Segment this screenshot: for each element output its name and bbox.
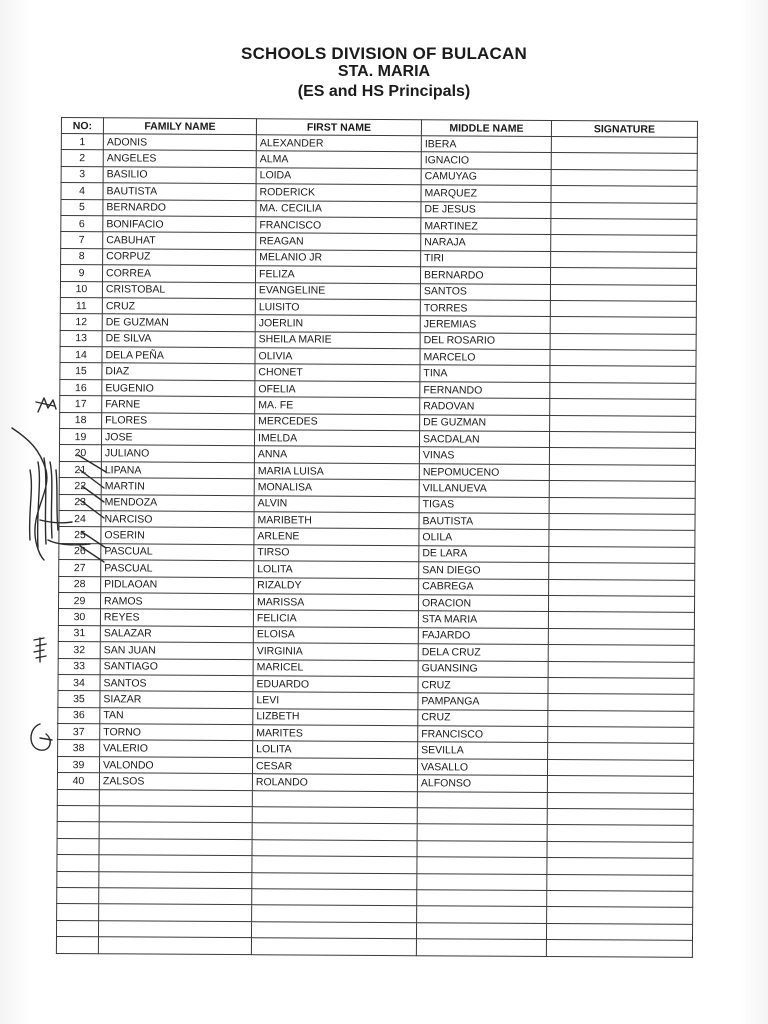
signature-cell [551, 153, 697, 170]
blank-cell [546, 923, 692, 940]
middle-name-cell: DE GUZMAN [420, 414, 550, 431]
blank-cell [98, 937, 251, 954]
first-name-cell: ARLENE [254, 528, 419, 545]
blank-cell [252, 856, 417, 873]
middle-name-cell: BERNARDO [420, 267, 550, 284]
family-name-cell: JOSE [101, 429, 254, 446]
row-number-cell: 33 [58, 658, 100, 675]
row-number-cell: 18 [60, 412, 102, 429]
middle-name-cell: PAMPANGA [418, 693, 548, 710]
row-number-cell: 27 [59, 560, 101, 577]
family-name-cell: REYES [100, 609, 253, 626]
middle-name-cell: NARAJA [421, 234, 551, 251]
first-name-cell: LOLITA [253, 741, 418, 758]
blank-cell [57, 822, 99, 839]
middle-name-cell: MARQUEZ [421, 185, 551, 202]
row-number-cell: 31 [58, 625, 100, 642]
family-name-cell: VALERIO [100, 740, 253, 757]
middle-name-cell: OLILA [419, 529, 549, 546]
signature-cell [550, 382, 696, 399]
first-name-cell: EVANGELINE [255, 282, 420, 299]
blank-cell [417, 808, 547, 825]
signature-cell [551, 235, 697, 252]
family-name-cell: PIDLAOAN [101, 576, 254, 593]
first-name-cell: ALMA [256, 151, 421, 168]
middle-name-cell: SEVILLA [418, 742, 548, 759]
family-name-cell: JULIANO [101, 445, 254, 462]
blank-cell [99, 789, 252, 806]
signature-cell [550, 366, 696, 383]
first-name-cell: MARIBETH [254, 512, 419, 529]
row-number-cell: 11 [60, 297, 102, 314]
signature-cell [547, 776, 693, 793]
middle-name-cell: CABREGA [419, 578, 549, 595]
family-name-cell: CRISTOBAL [102, 281, 255, 298]
middle-name-cell: FAJARDO [418, 627, 548, 644]
signature-cell [549, 530, 695, 547]
signature-cell [547, 759, 693, 776]
family-name-cell: DE SILVA [102, 330, 255, 347]
middle-name-cell: IBERA [421, 136, 551, 153]
signature-cell [549, 497, 695, 514]
family-name-cell: LIPANA [101, 462, 254, 479]
row-number-cell: 25 [59, 527, 101, 544]
middle-name-cell: TORRES [420, 300, 550, 317]
row-number-cell: 37 [58, 724, 100, 741]
blank-cell [252, 905, 417, 922]
signature-cell [550, 300, 696, 317]
first-name-cell: LUISITO [255, 299, 420, 316]
document-title: SCHOOLS DIVISION OF BULACAN [241, 44, 527, 63]
blank-cell [57, 887, 99, 904]
first-name-cell: MERCEDES [255, 413, 420, 430]
column-header-first-name: FIRST NAME [256, 119, 421, 136]
blank-cell [417, 873, 547, 890]
blank-cell [57, 904, 99, 921]
family-name-cell: BERNARDO [103, 199, 256, 216]
first-name-cell: VIRGINIA [253, 643, 418, 660]
blank-cell [416, 939, 546, 956]
document-subtitle: STA. MARIA [337, 63, 431, 80]
family-name-cell: MENDOZA [101, 494, 254, 511]
blank-cell [57, 871, 99, 888]
first-name-cell: LEVI [253, 692, 418, 709]
middle-name-cell: ORACION [418, 595, 548, 612]
family-name-cell: SALAZAR [100, 625, 253, 642]
row-number-cell: 23 [59, 494, 101, 511]
first-name-cell: CHONET [255, 364, 420, 381]
family-name-cell: TORNO [100, 724, 253, 741]
blank-cell [99, 806, 252, 823]
blank-cell [252, 807, 417, 824]
middle-name-cell: VASALLO [417, 759, 547, 776]
middle-name-cell: VINAS [419, 447, 549, 464]
middle-name-cell: SACDALAN [419, 431, 549, 448]
first-name-cell: FELICIA [253, 610, 418, 627]
middle-name-cell: DE LARA [419, 545, 549, 562]
middle-name-cell: DE JESUS [421, 201, 551, 218]
blank-cell [417, 824, 547, 841]
blank-cell [251, 938, 416, 955]
signature-cell [550, 317, 696, 334]
row-number-cell: 14 [60, 347, 102, 364]
signature-cell [549, 448, 695, 465]
blank-cell [99, 904, 252, 921]
signature-cell [549, 432, 695, 449]
first-name-cell: ROLANDO [252, 774, 417, 791]
row-number-cell: 32 [58, 642, 100, 659]
row-number-cell: 2 [61, 150, 103, 167]
signature-cell [548, 628, 694, 645]
family-name-cell: ADONIS [103, 134, 256, 151]
blank-cell [99, 839, 252, 856]
row-number-cell: 13 [60, 330, 102, 347]
middle-name-cell: TIGAS [419, 496, 549, 513]
middle-name-cell: TIRI [421, 250, 551, 267]
first-name-cell: EDUARDO [253, 676, 418, 693]
blank-cell [547, 890, 693, 907]
blank-cell [416, 922, 546, 939]
first-name-cell: MA. CECILIA [256, 200, 421, 217]
middle-name-cell: DELA CRUZ [418, 644, 548, 661]
family-name-cell: OSERIN [101, 527, 254, 544]
row-number-cell: 39 [57, 756, 99, 773]
row-number-cell: 40 [57, 773, 99, 790]
first-name-cell: ALVIN [254, 495, 419, 512]
middle-name-cell: JEREMIAS [420, 316, 550, 333]
row-number-cell: 38 [58, 740, 100, 757]
signature-cell [550, 399, 696, 416]
blank-cell [252, 889, 417, 906]
signature-cell [551, 251, 697, 268]
middle-name-cell: CRUZ [418, 709, 548, 726]
signature-cell [548, 694, 694, 711]
middle-name-cell: RADOVAN [420, 398, 550, 415]
blank-cell [251, 921, 416, 938]
middle-name-cell: ALFONSO [417, 775, 547, 792]
blank-cell [547, 792, 693, 809]
row-number-cell: 15 [60, 363, 102, 380]
first-name-cell: FELIZA [255, 266, 420, 283]
signature-cell [548, 595, 694, 612]
blank-cell [57, 838, 99, 855]
row-number-cell: 6 [61, 215, 103, 232]
blank-cell [252, 839, 417, 856]
first-name-cell: RIZALDY [254, 577, 419, 594]
middle-name-cell: VILLANUEVA [419, 480, 549, 497]
first-name-cell: MA. FE [255, 397, 420, 414]
middle-name-cell: NEPOMUCENO [419, 464, 549, 481]
signature-cell [551, 186, 697, 203]
blank-cell [252, 872, 417, 889]
family-name-cell: DE GUZMAN [102, 314, 255, 331]
family-name-cell: TAN [100, 707, 253, 724]
row-number-cell: 12 [60, 314, 102, 331]
signature-cell [550, 284, 696, 301]
family-name-cell: ZALSOS [99, 773, 252, 790]
family-name-cell: PASCUAL [101, 560, 254, 577]
first-name-cell: OFELIA [255, 381, 420, 398]
row-number-cell: 4 [61, 183, 103, 200]
first-name-cell: CESAR [252, 758, 417, 775]
family-name-cell: SANTIAGO [100, 658, 253, 675]
row-number-cell: 7 [61, 232, 103, 249]
family-name-cell: PASCUAL [101, 544, 254, 561]
row-number-cell: 21 [59, 461, 101, 478]
middle-name-cell: DEL ROSARIO [420, 332, 550, 349]
row-number-cell: 3 [61, 166, 103, 183]
family-name-cell: SIAZAR [100, 691, 253, 708]
family-name-cell: ANGELES [103, 150, 256, 167]
family-name-cell: CORPUZ [103, 248, 256, 265]
row-number-cell: 17 [60, 396, 102, 413]
blank-cell [99, 888, 252, 905]
signature-cell [550, 268, 696, 285]
first-name-cell: LOIDA [256, 167, 421, 184]
first-name-cell: TIRSO [254, 544, 419, 561]
first-name-cell: SHEILA MARIE [255, 331, 420, 348]
family-name-cell: SAN JUAN [100, 642, 253, 659]
row-number-cell: 8 [61, 248, 103, 265]
signature-cell [549, 546, 695, 563]
family-name-cell: CORREA [102, 265, 255, 282]
row-number-cell: 30 [58, 609, 100, 626]
signature-cell [550, 415, 696, 432]
blank-cell [99, 855, 252, 872]
middle-name-cell: FERNANDO [420, 382, 550, 399]
blank-cell [99, 822, 252, 839]
row-number-cell: 20 [59, 445, 101, 462]
document-group: (ES and HS Principals) [297, 83, 471, 100]
blank-cell [547, 874, 693, 891]
first-name-cell: ANNA [254, 446, 419, 463]
middle-name-cell: CAMUYAG [421, 168, 551, 185]
family-name-cell: VALONDO [99, 757, 252, 774]
row-number-cell: 26 [59, 543, 101, 560]
signature-cell [548, 661, 694, 678]
signature-cell [551, 169, 697, 186]
family-name-cell: FLORES [102, 412, 255, 429]
middle-name-cell: FRANCISCO [418, 726, 548, 743]
family-name-cell: CRUZ [102, 298, 255, 315]
blank-cell [56, 937, 98, 954]
first-name-cell: MELANIO JR [256, 249, 421, 266]
row-number-cell: 9 [60, 265, 102, 282]
first-name-cell: MARICEL [253, 659, 418, 676]
family-name-cell: BASILIO [103, 167, 256, 184]
signature-cell [551, 218, 697, 235]
first-name-cell: ELOISA [253, 626, 418, 643]
signature-cell [548, 645, 694, 662]
blank-cell [252, 790, 417, 807]
middle-name-cell: STA MARIA [418, 611, 548, 628]
signature-cell [551, 136, 697, 153]
first-name-cell: MARIA LUISA [254, 463, 419, 480]
blank-cell [547, 858, 693, 875]
family-name-cell: DIAZ [102, 363, 255, 380]
first-name-cell: JOERLIN [255, 315, 420, 332]
row-number-cell: 5 [61, 199, 103, 216]
blank-cell [547, 841, 693, 858]
row-number-cell: 29 [58, 592, 100, 609]
middle-name-cell: TINA [420, 365, 550, 382]
attendance-table [56, 117, 698, 957]
blank-table-row [56, 937, 692, 957]
row-number-cell: 19 [59, 429, 101, 446]
blank-cell [417, 857, 547, 874]
row-number-cell: 24 [59, 510, 101, 527]
column-header-signature: SIGNATURE [551, 120, 697, 137]
column-header-family-name: FAMILY NAME [103, 118, 256, 135]
column-header-middle-name: MIDDLE NAME [421, 120, 551, 137]
signature-cell [548, 727, 694, 744]
signature-cell [549, 481, 695, 498]
signature-cell [548, 677, 694, 694]
first-name-cell: RODERICK [256, 184, 421, 201]
family-name-cell: FARNE [102, 396, 255, 413]
family-name-cell: BONIFACIO [103, 216, 256, 233]
signature-cell [549, 563, 695, 580]
blank-cell [417, 840, 547, 857]
family-name-cell: MARTIN [101, 478, 254, 495]
row-number-cell: 1 [61, 134, 103, 151]
blank-cell [57, 855, 99, 872]
middle-name-cell: BAUTISTA [419, 513, 549, 530]
first-name-cell: MARISSA [253, 594, 418, 611]
signature-cell [550, 333, 696, 350]
middle-name-cell: GUANSING [418, 660, 548, 677]
middle-name-cell: CRUZ [418, 677, 548, 694]
signature-cell [550, 350, 696, 367]
family-name-cell: RAMOS [100, 593, 253, 610]
first-name-cell: MONALISA [254, 479, 419, 496]
blank-cell [57, 806, 99, 823]
signature-cell [548, 710, 694, 727]
family-name-cell: SANTOS [100, 675, 253, 692]
row-number-cell: 22 [59, 478, 101, 495]
table-body [56, 134, 697, 957]
blank-cell [417, 906, 547, 923]
first-name-cell: OLIVIA [255, 348, 420, 365]
signature-cell [549, 513, 695, 530]
blank-cell [547, 808, 693, 825]
signature-cell [549, 579, 695, 596]
signature-cell [548, 612, 694, 629]
row-number-cell: 10 [60, 281, 102, 298]
signature-cell [551, 202, 697, 219]
column-header-no: NO: [61, 118, 103, 134]
blank-cell [99, 871, 252, 888]
first-name-cell: LIZBETH [253, 708, 418, 725]
blank-cell [547, 907, 693, 924]
row-number-cell: 35 [58, 691, 100, 708]
first-name-cell: MARITES [253, 725, 418, 742]
first-name-cell: LOLITA [254, 561, 419, 578]
first-name-cell: ALEXANDER [256, 135, 421, 152]
middle-name-cell: MARTINEZ [421, 218, 551, 235]
middle-name-cell: SANTOS [420, 283, 550, 300]
blank-cell [98, 920, 251, 937]
first-name-cell: FRANCISCO [256, 217, 421, 234]
blank-cell [417, 890, 547, 907]
blank-cell [417, 791, 547, 808]
blank-cell [252, 823, 417, 840]
blank-cell [57, 789, 99, 806]
family-name-cell: NARCISO [101, 511, 254, 528]
middle-name-cell: SAN DIEGO [419, 562, 549, 579]
signature-cell [548, 743, 694, 760]
row-number-cell: 34 [58, 674, 100, 691]
blank-cell [546, 940, 692, 957]
family-name-cell: EUGENIO [102, 380, 255, 397]
first-name-cell: IMELDA [254, 430, 419, 447]
signature-cell [549, 464, 695, 481]
middle-name-cell: MARCELO [420, 349, 550, 366]
row-number-cell: 36 [58, 707, 100, 724]
family-name-cell: BAUTISTA [103, 183, 256, 200]
blank-cell [547, 825, 693, 842]
first-name-cell: REAGAN [256, 233, 421, 250]
row-number-cell: 28 [59, 576, 101, 593]
family-name-cell: DELA PEÑA [102, 347, 255, 364]
family-name-cell: CABUHAT [103, 232, 256, 249]
row-number-cell: 16 [60, 379, 102, 396]
blank-cell [56, 920, 98, 937]
middle-name-cell: IGNACIO [421, 152, 551, 169]
